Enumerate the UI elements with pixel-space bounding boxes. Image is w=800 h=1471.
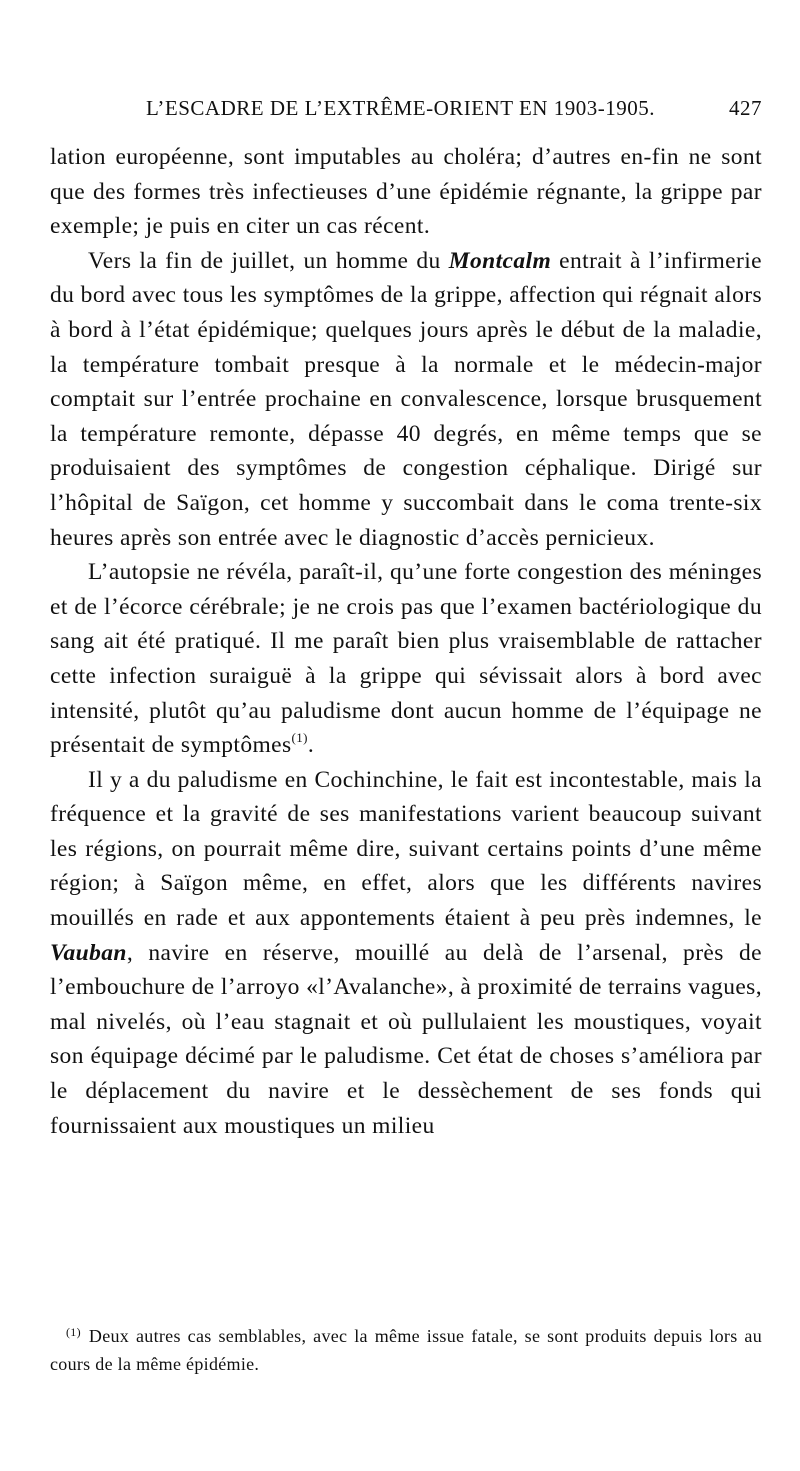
paragraph-text: lation européenne, sont imputables au choléra; d’autres en-fin ne sont que des formes très infectieuses d’une épidémie régnante, la grippe par exemple; je puis en citer un cas récent.	[50, 144, 762, 240]
paragraph-1	[50, 140, 762, 244]
paragraph-text-after: , navire en réserve, mouillé au delà de l’arsenal, près de l’embouchure de l’arroyo «l’Avalanche», à proximité de terrains vagues, mal nivelés, où l’eau stagnait et où pullulaient les moustiques, voyait son équipage décimé par le paludisme. Cet état de choses s’améliora par le déplacement du navire et le dessèchement de ses fonds qui fournissaient aux moustiques un milieu	[50, 939, 762, 1139]
page-number: 427	[729, 96, 762, 120]
running-title: L’ESCADRE DE L’EXTRÊME-ORIENT EN 1903-1905.	[146, 96, 655, 120]
ship-name-vauban: Vauban	[50, 939, 127, 966]
paragraph-text: L’autopsie ne révéla, paraît-il, qu’une forte congestion des méninges et de l’écorce cérébrale; je ne crois pas que l’examen bactériologique du sang ait été pratiqué. Il me paraît bien plus vraisemblable de rattacher cette infection suraiguë à la grippe qui sévissait alors à bord avec intensité, plutôt qu’au paludisme dont aucun homme de l’équipage ne présentait de symptômes	[50, 559, 762, 759]
footnote	[50, 1318, 762, 1378]
footnote-mark: (1)	[66, 1325, 81, 1339]
paragraph-2	[50, 244, 762, 555]
body-text	[50, 140, 762, 1143]
paragraph-text-before: Vers la fin de juillet, un homme du	[88, 247, 449, 274]
paragraph-4	[50, 763, 762, 1144]
paragraph-text-before: Il y a du paludisme en Cochinchine, le fait est incontestable, mais la fréquence et la gravité de ses manifestations varient beaucoup suivant les régions, on pourrait même dire, suivant certains points d’une même région; à Saïgon même, en effet, alors que les différents navires mouillés en rade et aux appontements étaient à peu près indemnes, le	[50, 766, 762, 932]
ship-name-montcalm: Montcalm	[448, 247, 552, 274]
paragraph-tail: .	[307, 732, 315, 759]
footnote-reference[interactable]: (1)	[291, 730, 308, 746]
paragraph-text-after: entrait à l’infirmerie du bord avec tous les symptômes de la grippe, affection qui régnait alors à bord à l’état épidémique; quelques jours après le début de la maladie, la température tombait presque à la normale et le médecin-major comptait sur l’entrée prochaine en convalescence, lorsque brusquement la température remonte, dépasse 40 degrés, en même temps que se produisaient des symptômes de congestion céphalique. Dirigé sur l’hôpital de Saïgon, cet homme y succombait dans le coma trente-six heures après son entrée avec le diagnostic d’accès pernicieux.	[50, 247, 762, 551]
footnote-text: Deux autres cas semblables, avec la même issue fatale, se sont produits depuis lors au cours de la même épidémie.	[50, 1326, 762, 1374]
paragraph-3	[50, 555, 762, 763]
